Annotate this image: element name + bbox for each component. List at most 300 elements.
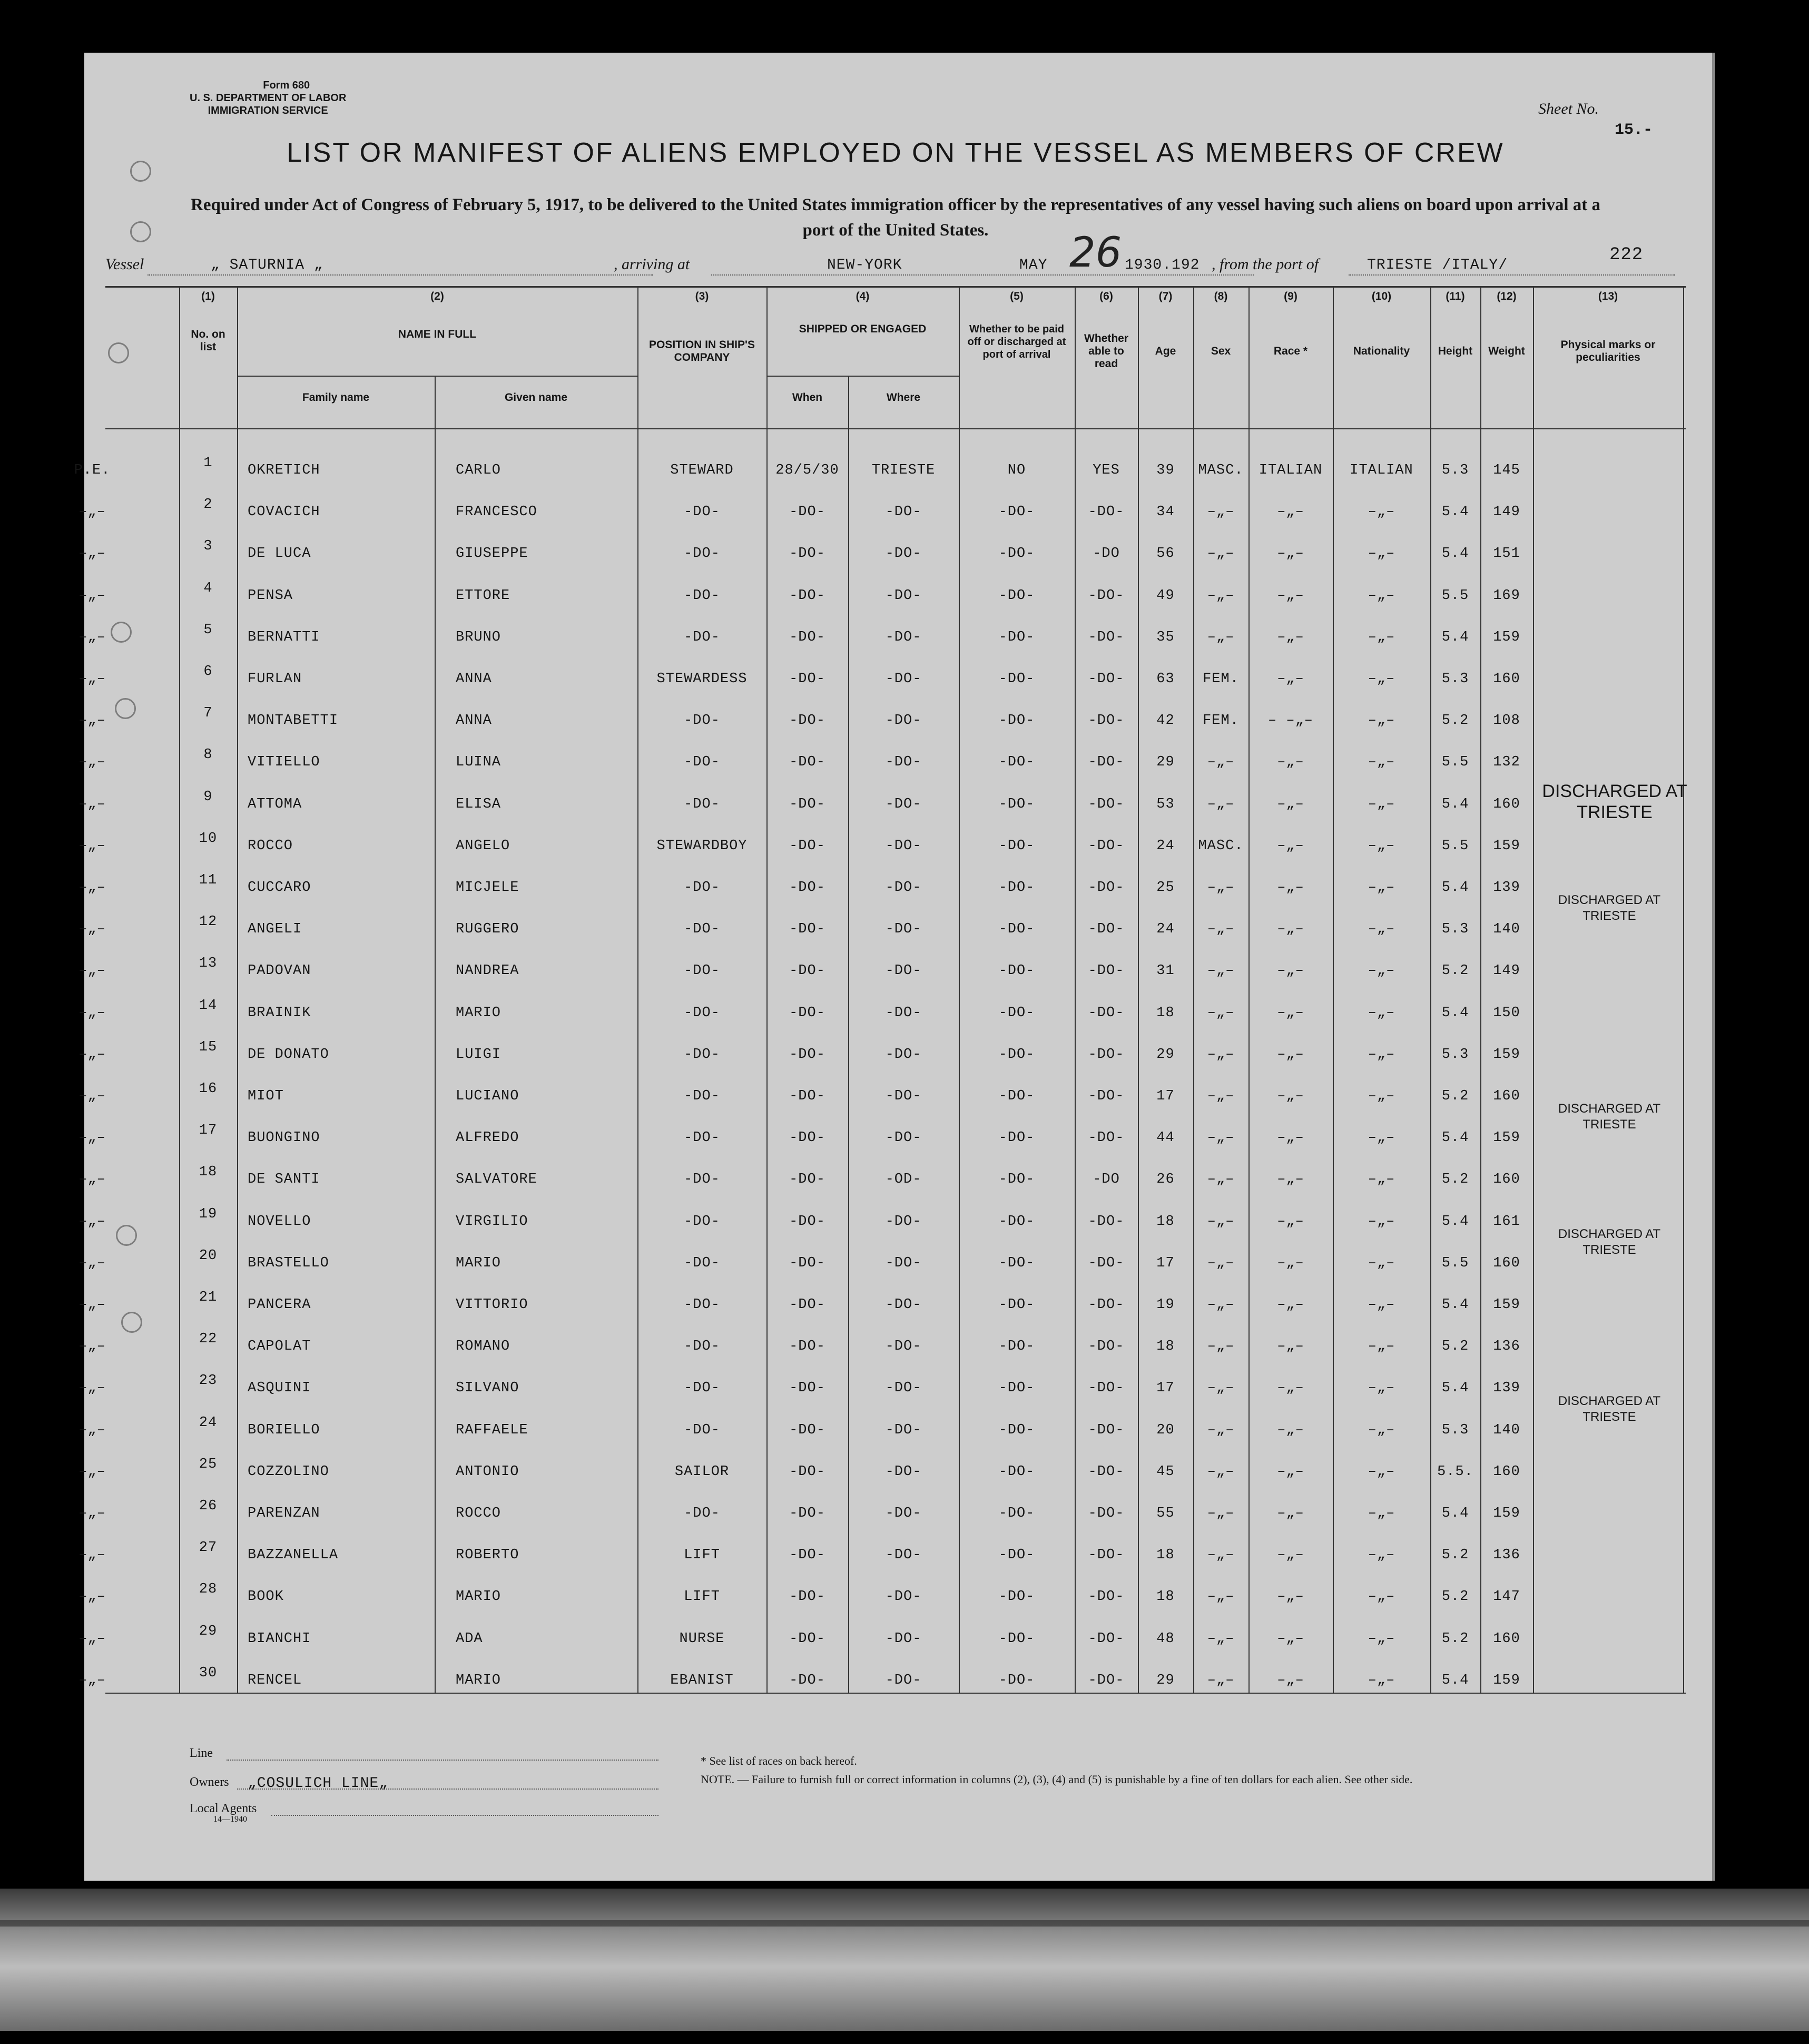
cell-given: ANNA: [456, 671, 492, 687]
cell-mark: –„–: [78, 1297, 106, 1313]
cell-race: –„–: [1277, 629, 1304, 645]
cell-no: 1: [203, 455, 213, 471]
cell-position: -DO-: [684, 1380, 720, 1397]
cell-where: -DO-: [885, 1130, 922, 1146]
cell-age: 19: [1156, 1297, 1175, 1313]
cell-position: -DO-: [684, 1130, 720, 1146]
cell-when: -DO-: [789, 1463, 825, 1480]
cell-no: 25: [199, 1456, 218, 1472]
cell-given: ALFREDO: [456, 1130, 519, 1146]
cell-weight: 160: [1493, 1255, 1520, 1271]
cell-family: BAZZANELLA: [248, 1547, 339, 1564]
cell-read: YES: [1093, 463, 1120, 478]
discharged-stamp: [1533, 892, 1686, 924]
col2-number: (2): [430, 290, 444, 302]
cell-height: 5.5: [1441, 1255, 1469, 1271]
cell-given: MARIO: [456, 1005, 502, 1021]
cell-race: –„–: [1277, 504, 1304, 520]
col2-family-header: Family name: [302, 391, 370, 404]
cell-when: -DO-: [789, 1005, 825, 1021]
cell-family: BIANCHI: [248, 1630, 311, 1647]
cell-when: -DO-: [789, 1088, 825, 1104]
cell-read: -DO-: [1088, 1422, 1125, 1438]
cell-where: -DO-: [885, 963, 922, 979]
cell-where: -DO-: [885, 921, 922, 938]
cell-height: 5.2: [1441, 963, 1469, 979]
cell-weight: 160: [1493, 1630, 1520, 1647]
cell-age: 25: [1156, 880, 1175, 896]
cell-where: -DO-: [885, 713, 922, 729]
cell-family: PARENZAN: [248, 1506, 320, 1521]
cell-sex: –„–: [1207, 754, 1235, 771]
cell-age: 29: [1156, 1672, 1175, 1688]
col9-header: Race *: [1273, 345, 1308, 357]
cell-mark: –„–: [78, 963, 106, 979]
cell-family: ANGELI: [248, 921, 302, 938]
cell-position: -DO-: [684, 796, 720, 812]
cell-height: 5.4: [1441, 1380, 1469, 1397]
cell-read: -DO-: [1088, 1088, 1125, 1104]
cell-height: 5.2: [1441, 1172, 1469, 1188]
cell-given: BRUNO: [456, 629, 502, 645]
cell-nat: –„–: [1368, 921, 1395, 938]
cell-no: 29: [199, 1623, 218, 1639]
cell-nat: –„–: [1368, 587, 1395, 604]
cell-paid: -DO-: [998, 1088, 1035, 1104]
cell-position: -DO-: [684, 754, 720, 771]
cell-weight: 108: [1493, 713, 1520, 729]
owners-label: Owners: [190, 1775, 229, 1789]
cell-family: BOOK: [248, 1589, 284, 1605]
cell-where: -DO-: [885, 880, 922, 896]
cell-paid: -DO-: [998, 546, 1035, 562]
cell-where: -DO-: [885, 587, 922, 604]
cell-mark: P.E.: [74, 463, 111, 478]
discharged-stamp: [1525, 781, 1704, 823]
cell-sex: –„–: [1207, 546, 1235, 562]
cell-weight: 159: [1493, 1297, 1520, 1313]
cell-when: -DO-: [789, 1422, 825, 1438]
cell-no: 21: [199, 1290, 218, 1305]
cell-where: -DO-: [885, 546, 922, 562]
cell-family: MIOT: [248, 1088, 284, 1104]
cell-position: -DO-: [684, 713, 720, 729]
cell-paid: -DO-: [998, 1255, 1035, 1271]
cell-no: 10: [199, 830, 218, 847]
col10-header: Nationality: [1353, 345, 1410, 357]
cell-given: NANDREA: [456, 963, 519, 979]
col9-number: (9): [1284, 290, 1297, 302]
sheet-number: 15.-: [1615, 121, 1653, 139]
cell-family: ASQUINI: [248, 1380, 311, 1397]
cell-where: -DO-: [885, 1005, 922, 1021]
cell-sex: –„–: [1207, 1630, 1235, 1647]
cell-position: -DO-: [684, 963, 720, 979]
arrival-year: 1930.192: [1125, 257, 1200, 273]
sheet-label: Sheet No.: [1538, 100, 1599, 117]
cell-age: 45: [1156, 1463, 1175, 1480]
cell-sex: MASC.: [1198, 463, 1244, 478]
cell-position: -DO-: [684, 1172, 720, 1188]
cell-no: 18: [199, 1164, 218, 1181]
cell-no: 13: [199, 956, 218, 972]
cell-given: ROCCO: [456, 1506, 502, 1521]
cell-height: 5.3: [1441, 1422, 1469, 1438]
cell-given: ETTORE: [456, 587, 510, 604]
discharged-line2: TRIESTE: [1577, 802, 1653, 822]
col13-header: Physical marks or peculiarities: [1560, 339, 1656, 363]
cell-nat: –„–: [1368, 1422, 1395, 1438]
cell-nat: –„–: [1368, 1046, 1395, 1063]
cell-no: 3: [203, 538, 213, 555]
cell-nat: –„–: [1368, 546, 1395, 562]
cell-paid: -DO-: [998, 838, 1035, 854]
cell-mark: –„–: [78, 1339, 106, 1355]
cell-no: 6: [203, 664, 213, 680]
cell-race: –„–: [1277, 1630, 1304, 1647]
cell-nat: –„–: [1368, 1297, 1395, 1313]
cell-position: EBANIST: [670, 1672, 734, 1688]
cell-family: DE LUCA: [248, 546, 311, 562]
cell-no: 17: [199, 1123, 218, 1139]
cell-no: 7: [203, 705, 213, 722]
cell-height: 5.2: [1441, 1339, 1469, 1355]
cell-where: -DO-: [885, 1672, 922, 1688]
cell-sex: FEM.: [1203, 671, 1239, 687]
cell-age: 18: [1156, 1339, 1175, 1355]
col6-number: (6): [1099, 290, 1113, 302]
arriving-label: , arriving at: [614, 256, 690, 273]
cell-read: -DO: [1093, 546, 1120, 562]
col3-header: POSITION IN SHIP'S COMPANY: [648, 339, 755, 363]
cell-mark: –„–: [78, 546, 106, 562]
cell-race: –„–: [1277, 546, 1304, 562]
cell-when: -DO-: [789, 880, 825, 896]
cell-where: -DO-: [885, 504, 922, 520]
cell-height: 5.2: [1441, 713, 1469, 729]
cell-given: VITTORIO: [456, 1297, 528, 1313]
cell-family: PANCERA: [248, 1297, 311, 1313]
cell-when: -DO-: [789, 1506, 825, 1521]
cell-position: -DO-: [684, 1213, 720, 1230]
cell-where: -DO-: [885, 1422, 922, 1438]
cell-age: 29: [1156, 1046, 1175, 1063]
cell-read: -DO-: [1088, 1297, 1125, 1313]
cell-when: -DO-: [789, 921, 825, 938]
cell-when: -DO-: [789, 671, 825, 687]
cell-height: 5.5: [1441, 838, 1469, 854]
cell-height: 5.4: [1441, 796, 1469, 812]
cell-race: –„–: [1277, 1506, 1304, 1521]
cell-age: 55: [1156, 1506, 1175, 1521]
cell-height: 5.4: [1441, 546, 1469, 562]
cell-sex: –„–: [1207, 1172, 1235, 1188]
cell-paid: -DO-: [998, 629, 1035, 645]
cell-height: 5.3: [1441, 463, 1469, 478]
cell-no: 27: [199, 1540, 218, 1556]
vessel-label: Vessel: [105, 256, 144, 273]
cell-when: -DO-: [789, 1130, 825, 1146]
cell-mark: –„–: [78, 1506, 106, 1521]
cell-nat: –„–: [1368, 838, 1395, 854]
cell-weight: 160: [1493, 1088, 1520, 1104]
cell-given: ROMANO: [456, 1339, 510, 1355]
cell-when: -DO-: [789, 796, 825, 812]
cell-where: -DO-: [885, 1088, 922, 1104]
cell-read: -DO-: [1088, 880, 1125, 896]
cell-position: -DO-: [684, 1422, 720, 1438]
line-label: Line: [190, 1746, 213, 1760]
cell-position: -DO-: [684, 1255, 720, 1271]
cell-family: FURLAN: [248, 671, 302, 687]
cell-paid: -DO-: [998, 1046, 1035, 1063]
penalty-note: NOTE. — Failure to furnish full or correct information in columns (2), (3), (4) and (5) is punishable by a fine of ten dollars for each alien. See other side.: [701, 1773, 1413, 1786]
cell-age: 18: [1156, 1589, 1175, 1605]
cell-paid: -DO-: [998, 754, 1035, 771]
cell-where: -DO-: [885, 1506, 922, 1521]
cell-given: ANGELO: [456, 838, 510, 854]
cell-mark: –„–: [78, 1255, 106, 1271]
cell-given: FRANCESCO: [456, 504, 537, 520]
cell-nat: –„–: [1368, 1339, 1395, 1355]
arrival-month: MAY: [1019, 257, 1048, 273]
cell-position: STEWARD: [670, 463, 734, 478]
races-note: * See list of races on back hereof.: [701, 1754, 857, 1767]
cell-paid: -DO-: [998, 1130, 1035, 1146]
cell-nat: –„–: [1368, 1463, 1395, 1480]
cell-sex: –„–: [1207, 1422, 1235, 1438]
cell-nat: –„–: [1368, 1380, 1395, 1397]
cell-age: 53: [1156, 796, 1175, 812]
cell-mark: –„–: [78, 713, 106, 729]
cell-race: –„–: [1277, 838, 1304, 854]
cell-mark: –„–: [78, 796, 106, 812]
cell-age: 34: [1156, 504, 1175, 520]
cell-nat: –„–: [1368, 504, 1395, 520]
cell-sex: –„–: [1207, 1005, 1235, 1021]
cell-height: 5.4: [1441, 1297, 1469, 1313]
cell-race: –„–: [1277, 1213, 1304, 1230]
cell-when: -DO-: [789, 504, 825, 520]
discharged-line2: TRIESTE: [1582, 1409, 1636, 1424]
col5-header: Whether to be paid off or discharged at port of arrival: [967, 323, 1066, 360]
cell-paid: -DO-: [998, 963, 1035, 979]
col4-when-header: When: [792, 391, 823, 404]
cell-position: LIFT: [684, 1589, 720, 1605]
cell-family: VITIELLO: [248, 754, 320, 771]
cell-where: -DO-: [885, 1630, 922, 1647]
cell-paid: -DO-: [998, 1422, 1035, 1438]
cell-when: -DO-: [789, 1046, 825, 1063]
cell-read: -DO-: [1088, 713, 1125, 729]
cell-nat: –„–: [1368, 1672, 1395, 1688]
cell-race: –„–: [1277, 1589, 1304, 1605]
cell-given: RAFFAELE: [456, 1422, 528, 1438]
cell-mark: –„–: [78, 1380, 106, 1397]
cell-family: ATTOMA: [248, 796, 302, 812]
cell-read: -DO-: [1088, 629, 1125, 645]
cell-age: 18: [1156, 1547, 1175, 1564]
cell-age: 24: [1156, 838, 1175, 854]
cell-nat: –„–: [1368, 796, 1395, 812]
cell-mark: –„–: [78, 629, 106, 645]
cell-weight: 159: [1493, 838, 1520, 854]
cell-position: -DO-: [684, 546, 720, 562]
cell-mark: –„–: [78, 1672, 106, 1688]
cell-given: CARLO: [456, 463, 502, 478]
cell-race: –„–: [1277, 1672, 1304, 1688]
cell-weight: 159: [1493, 629, 1520, 645]
col10-number: (10): [1371, 290, 1392, 302]
col11-header: Height: [1438, 345, 1473, 357]
cell-paid: -DO-: [998, 1297, 1035, 1313]
cell-height: 5.2: [1441, 1589, 1469, 1605]
cell-weight: 136: [1493, 1339, 1520, 1355]
cell-weight: 160: [1493, 1172, 1520, 1188]
cell-sex: –„–: [1207, 1339, 1235, 1355]
cell-race: –„–: [1277, 1547, 1304, 1564]
cell-height: 5.5: [1441, 754, 1469, 771]
cell-no: 19: [199, 1206, 218, 1222]
cell-height: 5.4: [1441, 1506, 1469, 1521]
cell-nat: –„–: [1368, 629, 1395, 645]
cell-paid: -DO-: [998, 1005, 1035, 1021]
cell-mark: –„–: [78, 1172, 106, 1188]
cell-no: 2: [203, 497, 213, 513]
cell-family: BRASTELLO: [248, 1255, 329, 1271]
cell-age: 17: [1156, 1255, 1175, 1271]
cell-position: -DO-: [684, 1005, 720, 1021]
cell-no: 8: [203, 747, 213, 763]
cell-age: 20: [1156, 1422, 1175, 1438]
cell-mark: –„–: [78, 587, 106, 604]
cell-weight: 145: [1493, 463, 1520, 478]
cell-no: 5: [203, 622, 213, 638]
cell-family: CAPOLAT: [248, 1339, 311, 1355]
arrival-day: 26: [1069, 229, 1122, 277]
cell-read: -DO-: [1088, 1630, 1125, 1647]
cell-sex: –„–: [1207, 1297, 1235, 1313]
cell-paid: -DO-: [998, 880, 1035, 896]
cell-mark: –„–: [78, 671, 106, 687]
cell-weight: 139: [1493, 1380, 1520, 1397]
cell-no: 28: [199, 1581, 218, 1598]
col6-header: Whether able to read: [1084, 332, 1128, 370]
cell-sex: –„–: [1207, 1088, 1235, 1104]
cell-height: 5.4: [1441, 1672, 1469, 1688]
cell-age: 18: [1156, 1213, 1175, 1230]
cell-race: –„–: [1277, 796, 1304, 812]
cell-read: -DO-: [1088, 587, 1125, 604]
cell-when: -DO-: [789, 1380, 825, 1397]
cell-mark: –„–: [78, 1589, 106, 1605]
cell-family: PENSA: [248, 587, 293, 604]
cell-nat: –„–: [1368, 1630, 1395, 1647]
cell-when: 28/5/30: [775, 463, 839, 478]
cell-nat: –„–: [1368, 1547, 1395, 1564]
cell-race: – –„–: [1267, 713, 1313, 729]
cell-race: –„–: [1277, 671, 1304, 687]
cell-no: 15: [199, 1039, 218, 1055]
cell-height: 5.4: [1441, 1213, 1469, 1230]
cell-sex: –„–: [1207, 1213, 1235, 1230]
cell-position: STEWARDBOY: [656, 838, 748, 854]
cell-age: 42: [1156, 713, 1175, 729]
cell-race: –„–: [1277, 1255, 1304, 1271]
cell-sex: –„–: [1207, 880, 1235, 896]
cell-where: -DO-: [885, 1297, 922, 1313]
cell-no: 16: [199, 1081, 218, 1097]
cell-given: VIRGILIO: [456, 1213, 528, 1230]
cell-read: -DO-: [1088, 1130, 1125, 1146]
cell-family: COVACICH: [248, 504, 320, 520]
discharged-line1: DISCHARGED AT: [1558, 1102, 1661, 1116]
cell-paid: -DO-: [998, 1339, 1035, 1355]
cell-weight: 132: [1493, 754, 1520, 771]
cell-mark: –„–: [78, 1130, 106, 1146]
cell-weight: 159: [1493, 1130, 1520, 1146]
cell-given: ADA: [456, 1630, 483, 1647]
cell-where: -DO-: [885, 1547, 922, 1564]
cell-given: GIUSEPPE: [456, 546, 528, 562]
cell-paid: -DO-: [998, 1172, 1035, 1188]
cell-sex: –„–: [1207, 1506, 1235, 1521]
cell-position: NURSE: [679, 1630, 725, 1647]
cell-race: –„–: [1277, 921, 1304, 938]
cell-family: CUCCARO: [248, 880, 311, 896]
cell-paid: -DO-: [998, 713, 1035, 729]
cell-when: -DO-: [789, 1589, 825, 1605]
discharged-line1: DISCHARGED AT: [1558, 1226, 1661, 1241]
cell-age: 56: [1156, 546, 1175, 562]
cell-read: -DO-: [1088, 754, 1125, 771]
cell-age: 39: [1156, 463, 1175, 478]
cell-read: -DO: [1093, 1172, 1120, 1188]
cell-read: -DO-: [1088, 838, 1125, 854]
cell-family: BRAINIK: [248, 1005, 311, 1021]
cell-nat: –„–: [1368, 1255, 1395, 1271]
cell-sex: –„–: [1207, 796, 1235, 812]
cell-age: 17: [1156, 1380, 1175, 1397]
cell-paid: -DO-: [998, 1589, 1035, 1605]
cell-read: -DO-: [1088, 1506, 1125, 1521]
cell-sex: MASC.: [1198, 838, 1244, 854]
cell-height: 5.3: [1441, 921, 1469, 938]
cell-sex: –„–: [1207, 629, 1235, 645]
cell-position: -DO-: [684, 1506, 720, 1521]
cell-weight: 139: [1493, 880, 1520, 896]
cell-position: -DO-: [684, 587, 720, 604]
cell-sex: –„–: [1207, 921, 1235, 938]
cell-no: 30: [199, 1665, 218, 1681]
discharged-line2: TRIESTE: [1582, 909, 1636, 923]
cell-read: -DO-: [1088, 1672, 1125, 1688]
cell-when: -DO-: [789, 838, 825, 854]
cell-family: RENCEL: [248, 1672, 302, 1688]
cell-age: 35: [1156, 629, 1175, 645]
cell-read: -DO-: [1088, 1547, 1125, 1564]
cell-mark: –„–: [78, 1088, 106, 1104]
cell-height: 5.3: [1441, 671, 1469, 687]
cell-no: 4: [203, 580, 213, 596]
col4-where-header: Where: [886, 391, 921, 404]
cell-nat: –„–: [1368, 880, 1395, 896]
cell-weight: 140: [1493, 1422, 1520, 1438]
cell-weight: 150: [1493, 1005, 1520, 1021]
col2-header: NAME IN FULL: [398, 328, 477, 340]
discharged-line1: DISCHARGED AT: [1542, 781, 1687, 801]
cell-read: -DO-: [1088, 963, 1125, 979]
